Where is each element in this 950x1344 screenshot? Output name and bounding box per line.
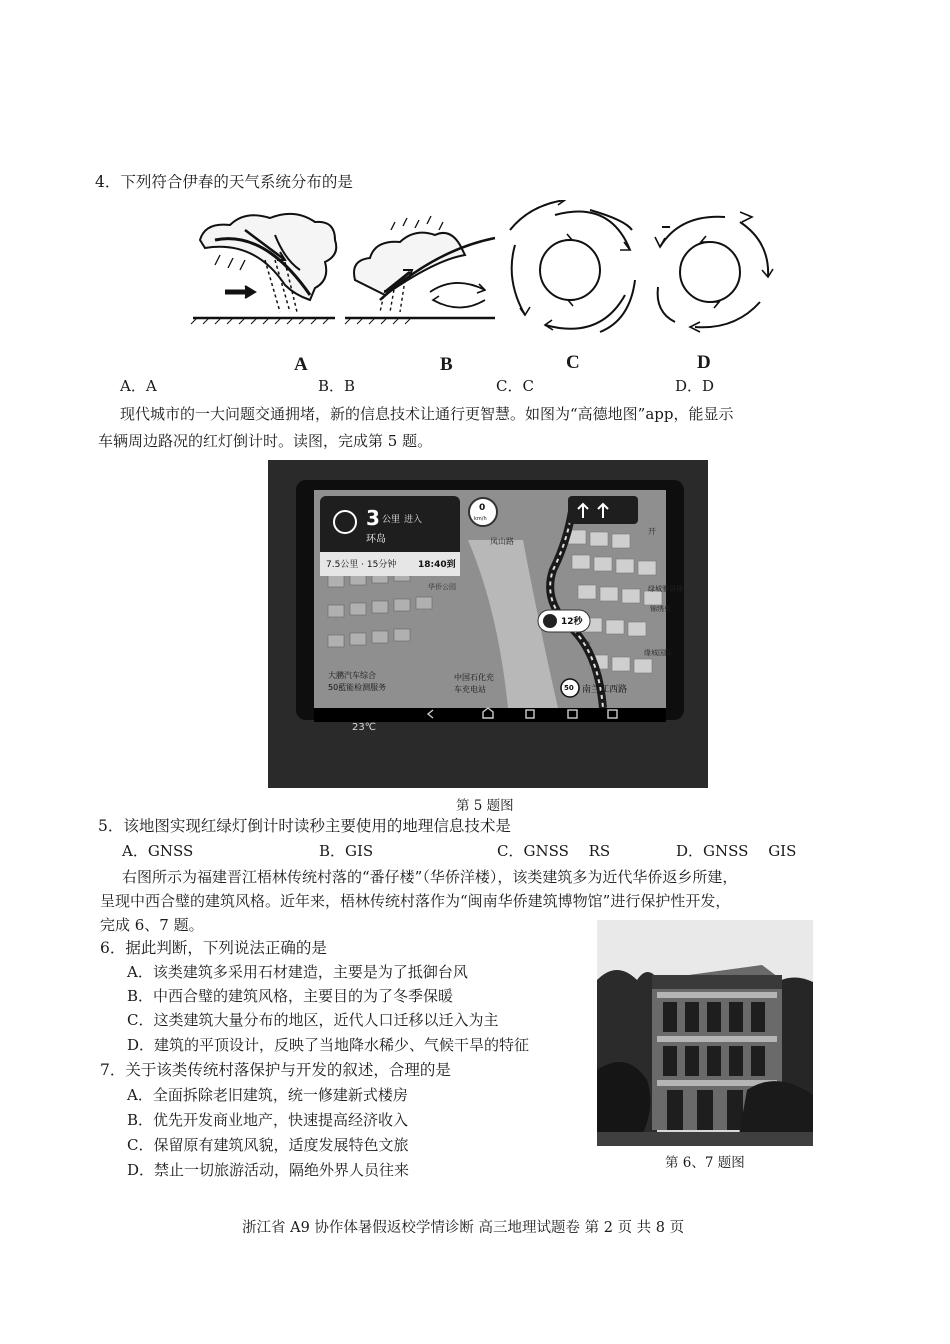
figure-d-diagram <box>655 212 773 332</box>
weather-systems-figure <box>185 200 785 380</box>
q6-stem: 6．据此判断，下列说法正确的是 <box>100 939 327 957</box>
poi-auto-service-line2: 50藍能检测服务 <box>328 683 387 692</box>
turn-distance: 3 <box>366 506 380 530</box>
q7-option-d: D．禁止一切旅游活动，隔绝外界人员往来 <box>127 1161 410 1179</box>
figure-letter-a: A <box>294 354 308 375</box>
fig67-caption: 第 6、7 题图 <box>665 1155 745 1171</box>
intro5-line1: 现代城市的一大问题交通拥堵，新的信息技术让通行更智慧。如图为“高德地图”app，能显示 <box>120 405 734 423</box>
poi-charging-station-line1: 中国石化充 <box>454 673 494 682</box>
q4-stem: 4．下列符合伊春的天气系统分布的是 <box>95 173 353 191</box>
route-summary: 7.5公里 · 15分钟 <box>326 560 397 570</box>
q4-option-d: D．D <box>675 377 715 395</box>
map-label-right-2: 锦绣苑 <box>650 605 671 613</box>
q6-option-a: A．该类建筑多采用石材建造，主要是为了抵御台风 <box>127 963 468 981</box>
intro5-line2: 车辆周边路况的红灯倒计时。读图，完成第 5 题。 <box>98 432 433 450</box>
turn-action: 进入 <box>404 515 423 525</box>
q7-option-c: C．保留原有建筑风貌，适度发展特色文旅 <box>127 1136 409 1154</box>
figure-c-diagram <box>510 200 635 332</box>
q6-option-d: D．建筑的平顶设计，反映了当地降水稀少、气候干旱的特征 <box>127 1036 530 1054</box>
speed-unit: km/h <box>474 516 487 522</box>
fig5-caption: 第 5 题图 <box>456 798 514 814</box>
map-label-north: 北 <box>584 641 591 649</box>
q6-option-c: C．这类建筑大量分布的地区，近代人口迁移以迁入为主 <box>127 1011 499 1029</box>
figure-letter-b: B <box>440 354 453 375</box>
fanzai-building-illustration <box>597 920 813 1146</box>
temperature-readout: 23℃ <box>352 722 376 733</box>
q5-option-b: B．GIS <box>319 842 374 860</box>
q6-option-b: B．中西合璧的建筑风格，主要目的为了冬季保暖 <box>127 987 454 1005</box>
figure-letter-d: D <box>697 352 711 373</box>
q4-option-a: A．A <box>120 377 157 395</box>
intro67-line1: 右图所示为福建晋江梧林传统村落的“番仔楼”（华侨洋楼），该类建筑多为近代华侨返乡所建， <box>122 868 738 886</box>
navigation-screen-illustration <box>268 460 708 788</box>
map-label-right-3: 缘城国际 <box>644 649 672 657</box>
q4-option-c: C．C <box>496 377 534 395</box>
q4-option-b: B．B <box>318 377 356 395</box>
q5-option-c: C．GNSS RS <box>497 842 611 860</box>
page-footer: 浙江省 A9 协作体暑假返校学情诊断 高三地理试题卷 第 2 页 共 8 页 <box>242 1220 685 1236</box>
q7-option-b: B．优先开发商业地产，快速提高经济收入 <box>127 1111 409 1129</box>
figure-a-diagram <box>191 214 336 324</box>
intro67-line2: 呈现中西合璧的建筑风格。近年来，梧林传统村落作为“闽南华侨建筑博物馆”进行保护性开发， <box>100 892 731 910</box>
map-label-right-1: 绿城雅居楼 <box>648 585 683 593</box>
intro67-line3: 完成 6、7 题。 <box>100 916 204 934</box>
q7-option-a: A．全面拆除老旧建筑，统一修建新式楼房 <box>127 1086 408 1104</box>
turn-unit: 公里 <box>382 515 401 525</box>
map-label-top-right: 幵 <box>648 527 656 536</box>
q5-stem: 5．该地图实现红绿灯倒计时读秒主要使用的地理信息技术是 <box>98 817 511 835</box>
road-name: 南兰江西路 <box>582 685 628 695</box>
poi-charging-station-line2: 车充电站 <box>454 685 486 694</box>
figure-b-diagram <box>345 216 495 324</box>
speed-value: 0 <box>479 503 486 513</box>
road-shield-number: 50 <box>564 684 574 692</box>
navigation-photo <box>268 460 708 788</box>
q5-option-d: D．GNSS GIS <box>676 842 797 860</box>
arrival-time: 18:40到 <box>418 560 456 570</box>
poi-auto-service-line1: 大鹏汽车综合 <box>328 671 376 680</box>
turn-target: 环岛 <box>366 534 386 545</box>
red-light-countdown: 12秒 <box>561 617 583 627</box>
map-label-park: 华侨公园 <box>428 583 456 591</box>
map-label-road: 凤山路 <box>490 537 514 546</box>
fanzai-building-photo <box>597 920 813 1146</box>
q7-stem: 7．关于该类传统村落保护与开发的叙述，合理的是 <box>100 1061 451 1079</box>
figure-letter-c: C <box>566 352 580 373</box>
q5-option-a: A．GNSS <box>122 842 194 860</box>
traffic-light-icon <box>543 614 557 628</box>
